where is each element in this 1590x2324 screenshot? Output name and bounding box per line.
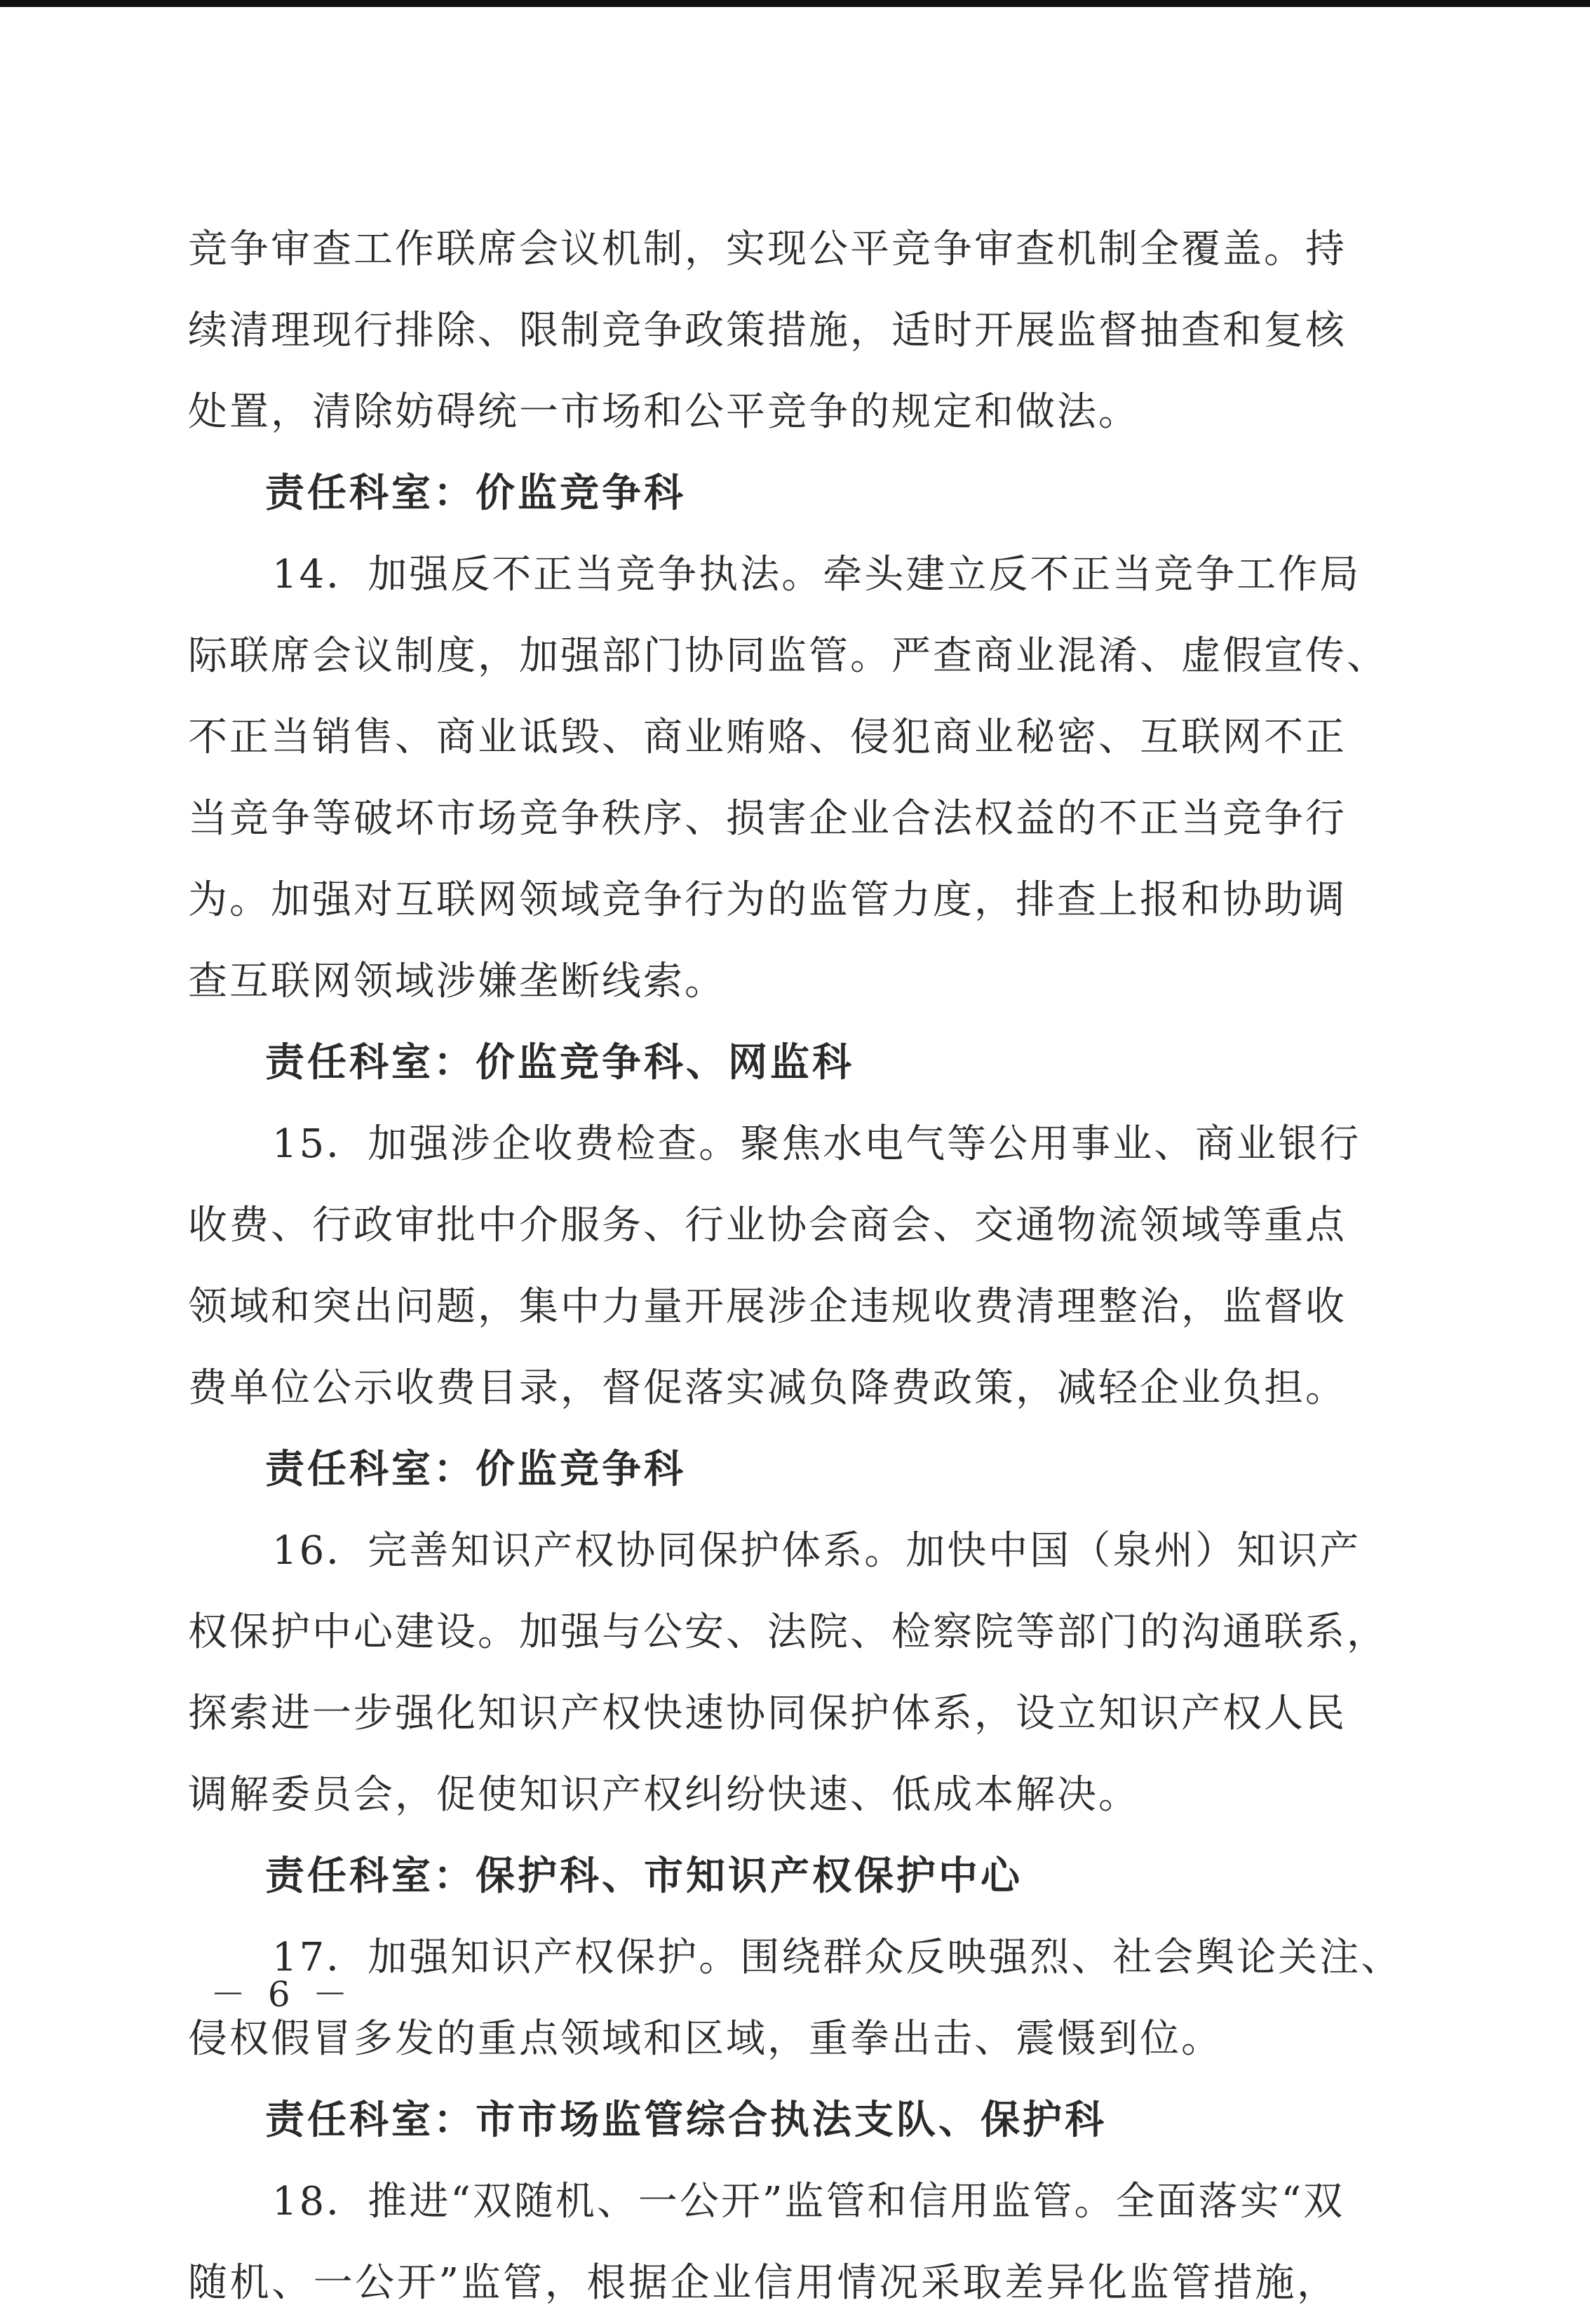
paragraph-line: 为。加强对互联网领域竞争行为的监管力度，排查上报和协助调 (188, 877, 1347, 923)
paragraph-line: 探索进一步强化知识产权快速协同保护体系，设立知识产权人民 (188, 1691, 1347, 1736)
paragraph-line: 14．加强反不正当竞争执法。牵头建立反不正当竞争工作局 (272, 552, 1361, 597)
paragraph-line: 处置，清除妨碍统一市场和公平竞争的规定和做法。 (188, 389, 1140, 435)
page-number: － 6 － (210, 1974, 353, 2015)
paragraph-line: 领域和突出问题，集中力量开展涉企违规收费清理整治，监督收 (188, 1284, 1347, 1330)
paragraph-line: 15．加强涉企收费检查。聚焦水电气等公用事业、商业银行 (272, 1121, 1361, 1167)
scan-top-edge (0, 0, 1590, 7)
responsible-office-line: 责任科室：价监竞争科 (265, 1447, 686, 1492)
paragraph-line: 侵权假冒多发的重点领域和区域，重拳出击、震慑到位。 (188, 2016, 1222, 2062)
paragraph-line: 竞争审查工作联席会议机制，实现公平竞争审查机制全覆盖。持 (188, 227, 1347, 272)
paragraph-line: 续清理现行排除、限制竞争政策措施，适时开展监督抽查和复核 (188, 308, 1347, 353)
responsible-office-line: 责任科室：市市场监管综合执法支队、保护科 (265, 2097, 1107, 2143)
paragraph-line: 18．推进“双随机、一公开”监管和信用监管。全面落实“双 (272, 2179, 1345, 2224)
paragraph-line: 权保护中心建设。加强与公安、法院、检察院等部门的沟通联系， (188, 1609, 1388, 1655)
paragraph-line: 当竞争等破坏市场竞争秩序、损害企业合法权益的不正当竞争行 (188, 796, 1347, 842)
paragraph-line: 17．加强知识产权保护。围绕群众反映强烈、社会舆论关注、 (272, 1935, 1403, 1980)
responsible-office-line: 责任科室：价监竞争科 (265, 471, 686, 516)
responsible-office-line: 责任科室：价监竞争科、网监科 (265, 1040, 854, 1086)
document-body (188, 209, 1403, 2324)
paragraph-line: 16．完善知识产权协同保护体系。加快中国（泉州）知识产 (272, 1528, 1361, 1574)
paragraph-line: 不正当销售、商业诋毁、商业贿赂、侵犯商业秘密、互联网不正 (188, 715, 1347, 760)
paragraph-line: 随机、一公开”监管，根据企业信用情况采取差异化监管措施， (188, 2260, 1338, 2306)
paragraph-line: 收费、行政审批中介服务、行业协会商会、交通物流领域等重点 (188, 1203, 1347, 1248)
paragraph-line: 费单位公示收费目录，督促落实减负降费政策，减轻企业负担。 (188, 1365, 1347, 1411)
responsible-office-line: 责任科室：保护科、市知识产权保护中心 (265, 1853, 1023, 1899)
paragraph-line: 际联席会议制度，加强部门协同监管。严查商业混淆、虚假宣传、 (188, 633, 1388, 679)
paragraph-line: 查互联网领域涉嫌垄断线索。 (188, 959, 726, 1004)
paragraph-line: 调解委员会，促使知识产权纠纷快速、低成本解决。 (188, 1772, 1140, 1818)
